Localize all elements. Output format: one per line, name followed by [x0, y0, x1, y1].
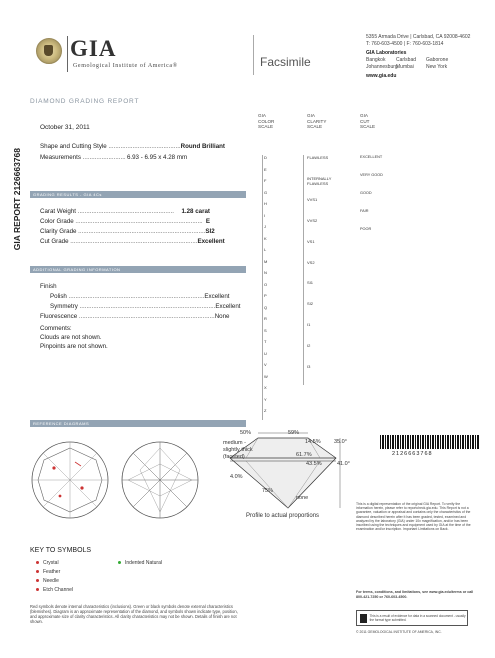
polish-label: Polish — [50, 293, 67, 300]
clarity-grade-tick: FLAWLESS — [307, 155, 329, 160]
labs-list — [366, 57, 470, 71]
clarity-grade-tick: VS2 — [307, 259, 315, 265]
fluorescence-value: None — [214, 313, 230, 320]
additional-info-bar: ADDITIONAL GRADING INFORMATION — [30, 266, 246, 273]
scale-head-line: CLARITY — [307, 118, 327, 124]
lab-item: Carlsbad — [396, 57, 417, 63]
scale-head-line: SCALE — [307, 124, 323, 129]
header-divider — [67, 36, 68, 72]
cut-row: Cut Grade .......................................................................... Excellent — [40, 238, 225, 245]
report-number-text: GIA REPORT 2126663768 — [12, 148, 22, 251]
clarity-grade-tick: SI2 — [307, 301, 314, 307]
crystal-icon — [36, 561, 39, 564]
contact-block — [366, 34, 470, 80]
measurements-value: 6.93 - 6.95 x 4.28 mm — [126, 154, 188, 161]
lab-item: Gaborone — [426, 57, 449, 63]
culet-label: none — [296, 495, 309, 501]
barcode-number: 2126663768 — [392, 451, 433, 457]
cut-grade-tick: VERY GOOD — [360, 173, 383, 177]
fluorescence-label: Fluorescence — [40, 313, 78, 320]
shape-label: Shape and Cutting Style — [40, 143, 107, 150]
key-item-indented-natural-label: Indented Natural — [125, 560, 162, 566]
carat-label: Carat Weight — [40, 208, 76, 215]
security-text: This is a result of evidence for data in a scanned document - usually the format type submitted. — [369, 614, 466, 622]
address-line2: T: 760-603-4500 | F: 760-603-1814 — [366, 41, 444, 47]
plot-diagrams — [30, 438, 210, 522]
reference-diagrams-bar: REFERENCE DIAGRAMS — [30, 420, 246, 427]
color-grade-tick: J — [264, 224, 266, 230]
symmetry-label: Symmetry — [50, 303, 78, 310]
color-grade-tick: I — [264, 212, 266, 218]
cut-label: Cut Grade — [40, 238, 69, 245]
fluorescence-row: Fluorescence ............................................................................... None — [40, 313, 230, 320]
comment-line: Clouds are not shown. — [40, 334, 102, 341]
polish-value: Excellent — [204, 293, 230, 300]
address-line1: 5355 Armada Drive | Carlsbad, CA 92008-4602 — [366, 34, 471, 40]
clarity-grade-tick: I2 — [307, 343, 311, 349]
clarity-scale-header — [307, 113, 326, 130]
measurements-row: Measurements ......................... 6.93 - 6.95 x 4.28 mm — [40, 154, 188, 161]
girdle-pct: 4.0% — [230, 474, 243, 480]
color-grade-tick: P — [264, 293, 267, 299]
etch-channel-icon — [36, 588, 39, 591]
color-grade-tick: O — [264, 281, 268, 287]
clarity-grade-tick: VVS2 — [307, 217, 318, 223]
key-item-crystal-label: Crystal — [43, 560, 59, 566]
cut-value: Excellent — [197, 238, 225, 245]
cut-scale-ticks — [360, 155, 410, 245]
scale-head-line: COLOR — [258, 118, 275, 124]
scale-head-line: SCALE — [258, 124, 274, 129]
cut-scale-header — [360, 113, 375, 130]
feather-icon — [36, 570, 39, 573]
key-title: KEY TO SYMBOLS — [30, 547, 92, 554]
color-grade-tick: F — [264, 178, 267, 184]
crown-height-pct: 14.5% — [305, 439, 321, 445]
cut-grade-tick: GOOD — [360, 191, 372, 195]
indented-natural-icon — [118, 561, 121, 564]
footer-copyright: © 2011 GEMOLOGICAL INSTITUTE OF AMERICA, INC. — [356, 630, 442, 634]
pavilion-angle: 41.0° — [337, 461, 350, 467]
key-item-crystal — [36, 560, 59, 566]
website-link[interactable]: www.gia.edu — [366, 73, 397, 79]
security-box — [356, 610, 468, 626]
color-grade-tick: Y — [264, 396, 267, 402]
finish-label: Finish — [40, 283, 57, 290]
symmetry-value: Excellent — [215, 303, 241, 310]
scale-head-line: CUT — [360, 118, 370, 124]
color-row: Color Grade .......................................................................... E — [40, 218, 210, 225]
disclaimer-text: This is a digital representation of the original GIA Report. To verify the information herein, please refer to reportcheck.gia.edu. This Report is not a guarantee, valuation or appraisal and contains only the characteristics of the diamond described herein after it has been graded, tested, examined and analyzed by the laboratory (GIA) under 10x magnification, and/or has been inscribed using the techniques and equipment used by GIA at the time of the examination and/or inscription. Important Limitations on Back. — [356, 502, 471, 532]
color-grade-tick: N — [264, 270, 267, 276]
comment-line: Pinpoints are not shown. — [40, 343, 108, 350]
key-note: Red symbols denote internal characteristics (inclusions). Green or black symbols denote external characteristics (blemishes). Diagram is an approximate representation of the diamond, and symbols shown indicate type, position, and approximate size of clarity characteristics. All clarity characteristics may not be shown. Details of finish are not shown. — [30, 604, 238, 624]
clarity-grade-tick: INTERNALLY FLAWLESS — [307, 175, 332, 186]
facsimile-label: Facsimile — [260, 55, 311, 69]
color-grade-tick: M — [264, 258, 268, 264]
lower-half-pct: 75% — [262, 488, 274, 494]
table-pct: 59% — [288, 430, 300, 436]
cut-grade-tick: EXCELLENT — [360, 155, 383, 159]
scale-head-line: GIA — [360, 113, 368, 118]
brand-logo-text: GIA — [70, 36, 117, 61]
labs-title: GIA Laboratories — [366, 50, 407, 56]
crown-diagram — [32, 442, 108, 518]
clarity-grade-tick: SI1 — [307, 280, 314, 286]
color-scale-ticks — [258, 155, 298, 420]
lab-item: New York — [426, 64, 448, 70]
grading-results-bar: GRADING RESULTS - GIA 4Cs — [30, 191, 246, 198]
key-item-indented-natural — [118, 560, 162, 566]
color-grade-tick: V — [264, 362, 267, 368]
terms-text: For terms, conditions, and limitations, see www.gia.edu/terms or call 800-421-7250 or 760-603-4500. — [356, 590, 474, 599]
clarity-label: Clarity Grade — [40, 228, 77, 235]
cut-grade-tick: FAIR — [360, 209, 369, 213]
clarity-row: Clarity Grade .......................................................................... SI2 — [40, 228, 215, 235]
scale-head-line: SCALE — [360, 124, 376, 129]
color-grade-tick: L — [264, 247, 267, 253]
measurements-label: Measurements — [40, 154, 81, 161]
clarity-grade-tick: VS1 — [307, 238, 315, 244]
clarity-grade-tick: VVS1 — [307, 196, 318, 202]
report-date: October 31, 2011 — [40, 124, 90, 131]
pavilion-depth-pct: 43.5% — [306, 461, 322, 467]
lab-item: Johannesburg — [366, 64, 398, 70]
clarity-scale-ticks — [299, 155, 349, 385]
brand-subtitle: Gemological Institute of America® — [73, 63, 178, 69]
carat-value: 1.28 carat — [181, 208, 210, 215]
color-grade-tick: D — [264, 155, 267, 160]
color-grade-tick: Z — [264, 408, 267, 414]
color-grade-tick: S — [264, 327, 267, 333]
color-grade-tick: W — [264, 373, 268, 379]
cut-grade-tick: POOR — [360, 227, 372, 231]
color-grade-tick: U — [264, 350, 267, 356]
shape-value: Round Brilliant — [180, 143, 225, 150]
carat-row: Carat Weight ........................................................ 1.28 carat — [40, 208, 210, 215]
color-grade-tick: G — [264, 189, 268, 195]
color-grade-tick: R — [264, 316, 267, 322]
color-scale-header — [258, 113, 274, 130]
key-item-etch-channel-label: Etch Channel — [43, 587, 74, 593]
color-value: E — [205, 218, 210, 225]
color-grade-tick: X — [264, 385, 267, 391]
key-item-etch-channel — [36, 587, 73, 593]
star-pct: 50% — [240, 430, 252, 436]
clarity-value: SI2 — [205, 228, 215, 235]
barcode — [380, 435, 480, 449]
key-item-feather-label: Feather — [43, 569, 61, 575]
color-grade-tick: Q — [264, 304, 268, 310]
color-grade-tick: H — [264, 201, 267, 207]
scale-head-line: GIA — [307, 113, 315, 118]
color-grade-tick: E — [264, 166, 267, 172]
shape-row: Shape and Cutting Style .......................................... Round Brilliant — [40, 143, 225, 150]
key-item-feather — [36, 569, 60, 575]
lab-item: Bangkok — [366, 57, 386, 63]
key-item-needle — [36, 578, 59, 584]
color-grade-tick: K — [264, 235, 267, 241]
lab-item: Mumbai — [396, 64, 414, 70]
pavilion-diagram — [122, 442, 198, 518]
report-number-side — [12, 148, 26, 258]
report-title: DIAMOND GRADING REPORT — [30, 98, 140, 105]
lock-icon — [360, 614, 367, 623]
color-grade-tick: T — [264, 339, 267, 345]
profile-caption: Profile to actual proportions — [246, 513, 320, 519]
key-item-needle-label: Needle — [43, 578, 59, 584]
depth-pct: 61.7% — [296, 452, 312, 458]
comments-label: Comments: — [40, 325, 72, 332]
girdle-label: medium - slightly thick (faceted) — [223, 440, 253, 460]
gia-seal-logo — [36, 38, 62, 64]
symmetry-row: Symmetry ............................................................................... Excellent — [50, 303, 241, 310]
clarity-grade-tick: I3 — [307, 364, 311, 370]
color-label: Color Grade — [40, 218, 74, 225]
polish-row: Polish ............................................................................... Excellent — [50, 293, 230, 300]
needle-icon — [36, 579, 39, 582]
header-divider-2 — [253, 35, 254, 75]
crown-angle: 35.0° — [334, 439, 347, 445]
clarity-grade-tick: I1 — [307, 322, 311, 328]
scale-head-line: GIA — [258, 113, 266, 118]
